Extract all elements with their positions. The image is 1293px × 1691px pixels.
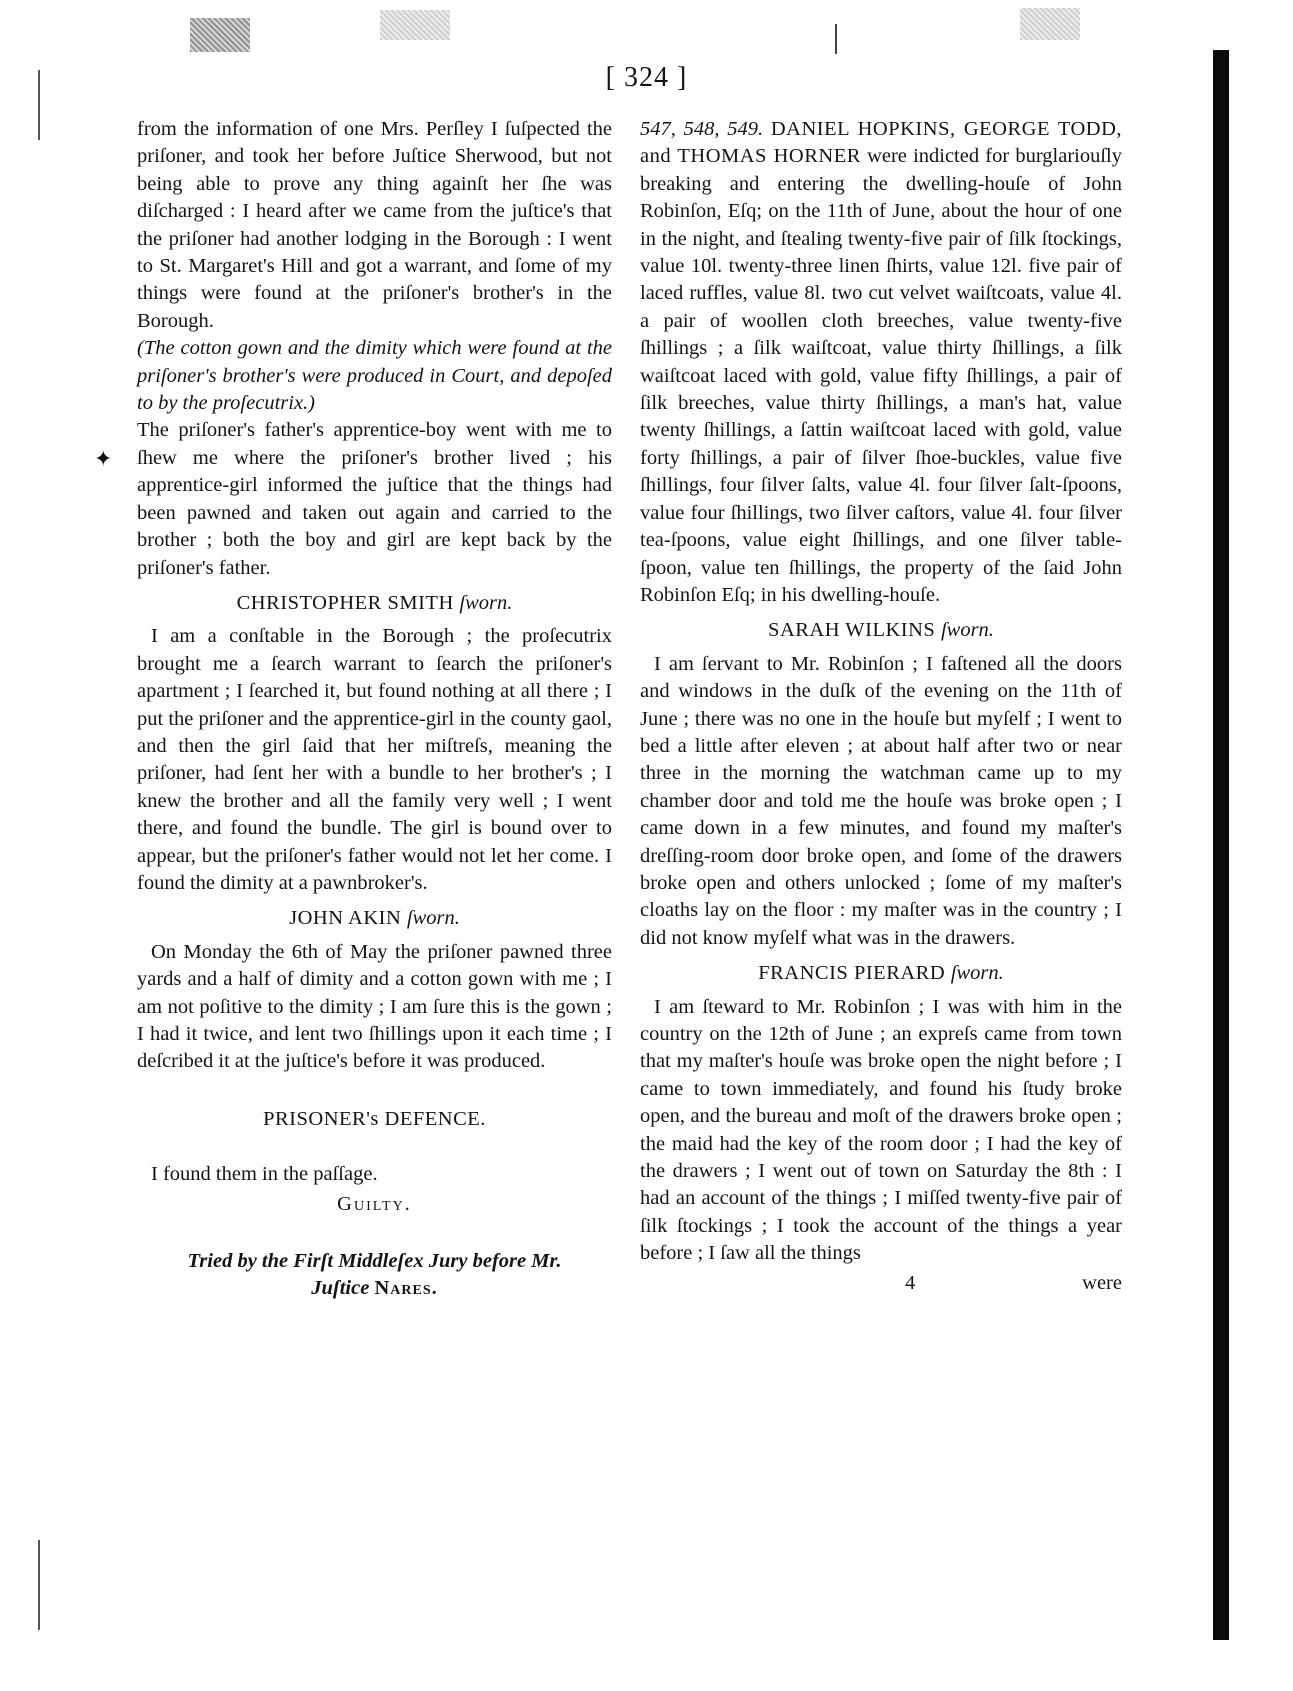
witness-testimony: I am ſervant to Mr. Robinſon ; I faſtened all the doors and windows in the duſk of the evening on the 11th of June ; there was no one in the houſe but myſelf ; I went to bed a little after eleven ; at about half after two or near three in the morning the watchman came up to my chamber door and told me the houſe was broke open ; I came down in a few minutes, and found my maſter's dreſſing-room door broke open, and ſome of the drawers broke open and others unlocked ; ſome of my maſter's cloaths lay on the floor : my maſter was in the country ; I did not know myſelf what was in the drawers. — [640, 652, 1122, 949]
scan-smudge-top-center — [380, 10, 450, 40]
sworn-label: ſworn. — [459, 591, 513, 614]
scan-smudge-top-right — [1020, 8, 1080, 40]
margin-rule-bottom — [38, 1540, 40, 1630]
sworn-label: ſworn. — [950, 962, 1004, 985]
paragraph: The priſoner's father's apprentice-boy went with me to ſhew me where the priſoner's brother lived ; his apprentice-girl informed the juſtice that the things had been pawned and taken out again and carried to the brother ; both the boy and girl are kept back by the priſoner's father. — [137, 419, 612, 579]
case-heading-paragraph — [640, 116, 1122, 609]
sworn-label: ſworn. — [940, 619, 994, 642]
page-number: [ 324 ] — [605, 62, 688, 93]
witness-testimony: I am ſteward to Mr. Robinſon ; I was with him in the country on the 12th of June ; an expreſs came from town that my maſter's houſe was broke open the night before ; I came to town immediately, and found his ſtudy broke open, and the bureau and moſt of the drawers broke open ; the maid had the key of the room door ; I had the key of the drawers ; I went out of town on Saturday the 8th : I had an account of the things ; I miſſed twenty-five pair of ſilk ſtockings ; I took the account of the things a year before ; I ſaw all the things — [640, 995, 1122, 1265]
verdict: Guilty. — [337, 1192, 412, 1215]
tried-by-note — [137, 1248, 612, 1303]
scan-smudge-top-left — [190, 18, 250, 52]
case-numbers: 547, 548, 549. — [640, 118, 764, 140]
defence-heading: PRISONER's DEFENCE. — [263, 1107, 486, 1130]
right-column — [640, 116, 1122, 1297]
italic-court-note: (The cotton gown and the dimity which were found at the priſoner's brother's were produced in Court, and depoſed to by the proſecutrix.) — [137, 337, 612, 415]
scan-tick-top — [835, 24, 837, 54]
page-footer — [640, 1270, 1122, 1297]
page-edge-shadow — [1213, 50, 1229, 1640]
witness-heading — [640, 617, 1122, 644]
witness-testimony: On Monday the 6th of May the priſoner pawned three yards and a half of dimity and a cotton gown with me ; I am not poſitive to the dimity ; I am ſure this is the gown ; I had it twice, and lent two ſhillings upon it each time ; I deſcribed it at the juſtice's before it was produced. — [137, 940, 612, 1073]
witness-name: SARAH WILKINS — [768, 619, 936, 642]
witness-testimony: I am a conſtable in the Borough ; the proſecutrix brought me a ſearch warrant to ſearch the priſoner's apartment ; I ſearched it, but found nothing at all there ; I put the priſoner and the apprentice-girl in the county gaol, and then the girl ſaid that her miſtreſs, meaning the priſoner, had ſent her with a bundle to her brother's ; I knew the brother and all the family very well ; I went there, and found the bundle. The girl is bound over to appear, but the priſoner's father would not let her come. I found the dimity at a pawnbroker's. — [137, 625, 612, 894]
witness-name: JOHN AKIN — [289, 907, 402, 930]
tried-by-title: Juſtice — [311, 1277, 370, 1300]
signature-mark: 4 — [905, 1271, 916, 1294]
indictment-text: were indicted for burglariouſly breaking and entering the dwelling-houſe of John Robinſon, Eſq; on the 11th of June, about the hour of one in the night, and ſtealing twenty-five pair of ſilk ſtockings, value 10l. twenty-three linen ſhirts, value 12l. five pair of laced ruffles, value 8l. two cut velvet waiſtcoats, value 4l. a pair of woollen cloth breeches, value twenty-five ſhillings ; a ſilk waiſtcoat, value thirty ſhillings, a ſilk waiſtcoat laced with gold, value fifty ſhillings, a pair of ſilk breeches, value thirty ſhillings, a man's hat, value twenty ſhillings, a ſattin waiſtcoat laced with gold, value forty ſhillings, a pair of ſilver ſhoe-buckles, value five ſhillings, four ſilver ſalts, value 4l. four ſilver ſalt-ſpoons, value four ſhillings, two ſilver caſtors, value 4l. four ſilver tea-ſpoons, value eight ſhillings, and one ſilver table-ſpoon, value ten ſhillings, the property of the ſaid John Robinſon Eſq; in his dwelling-houſe. — [640, 145, 1123, 606]
paragraph: from the information of one Mrs. Perſley I ſuſpected the priſoner, and took her before Juſtice Sherwood, but not being able to prove any thing againſt her ſhe was diſcharged : I heard after we came from the juſtice's that the priſoner had another lodging in the Borough : I went to St. Margaret's Hill and got a warrant, and ſome of my things were found at the priſoner's brother's in the Borough. — [137, 118, 612, 332]
judge-name: Nares. — [374, 1277, 438, 1300]
defence-text: I found them in the paſſage. — [151, 1163, 378, 1186]
left-column — [137, 116, 612, 1303]
witness-name: CHRISTOPHER SMITH — [236, 591, 454, 614]
hand-pointer-icon: ✦ — [94, 446, 113, 471]
witness-name: FRANCIS PIERARD — [758, 962, 946, 985]
defendant-names: DANIEL HOPKINS, GEORGE TODD, and THOMAS HORNER — [640, 118, 1123, 168]
sworn-label: ſworn. — [406, 907, 460, 930]
tried-by-line: Tried by the Firſt Middleſex Jury before Mr. — [187, 1250, 562, 1273]
catchword: were — [1082, 1271, 1122, 1294]
witness-heading — [640, 960, 1122, 987]
witness-heading — [137, 905, 612, 932]
witness-heading — [137, 590, 612, 617]
